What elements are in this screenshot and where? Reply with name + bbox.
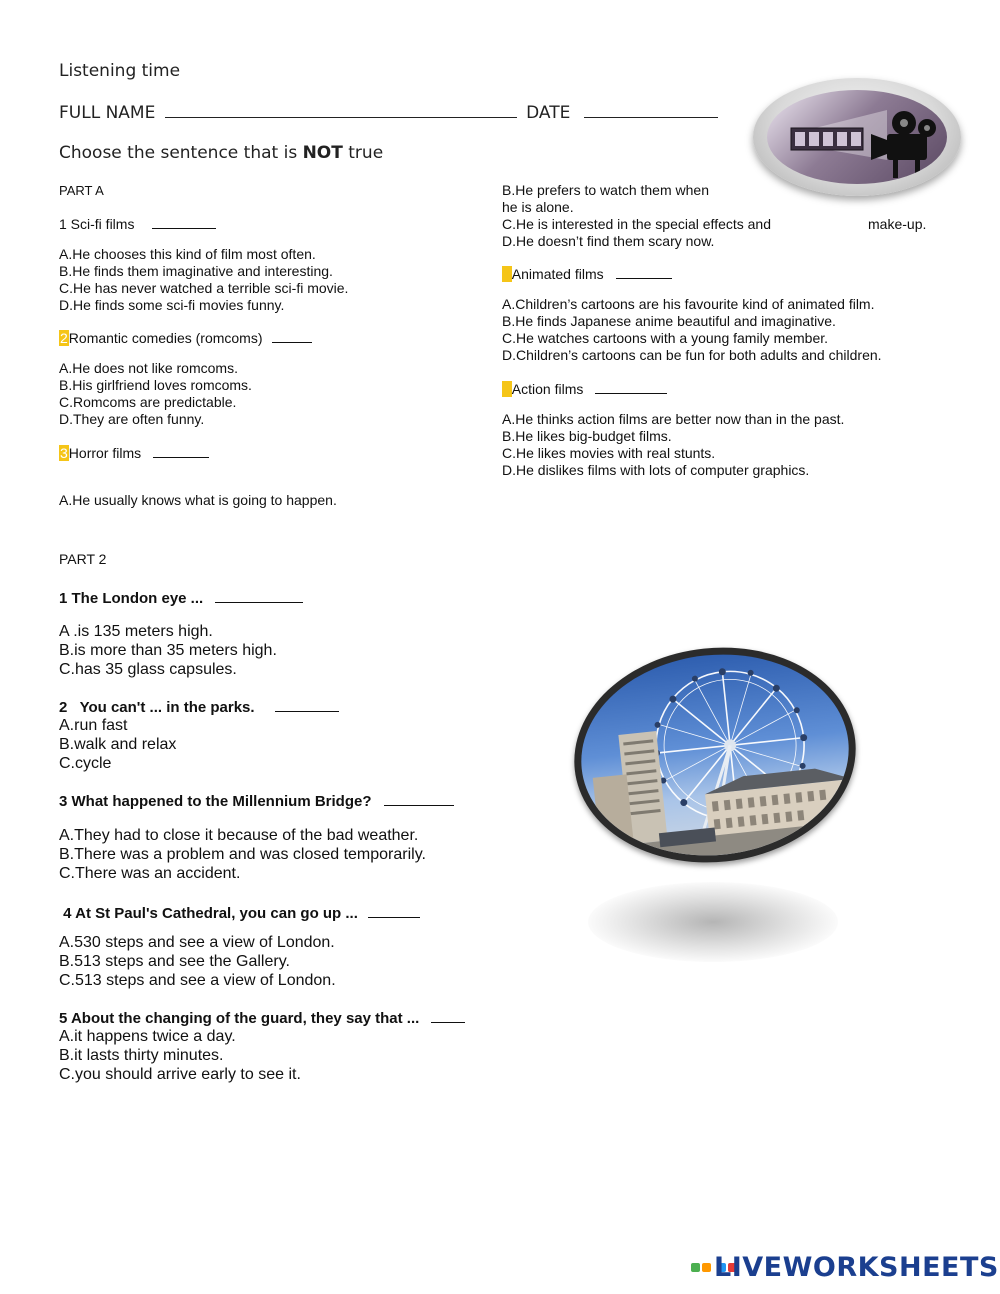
p2-q2-label: 2 You can't ... in the parks. bbox=[59, 699, 255, 716]
film-projector-svg bbox=[767, 90, 947, 184]
q5-option-d: D.He dislikes films with lots of computer graphics. bbox=[502, 462, 810, 478]
part-a-q2 bbox=[59, 330, 312, 347]
q2-option-d: D.They are often funny. bbox=[59, 411, 205, 427]
part-a-q5 bbox=[502, 381, 667, 398]
q3-option-c-tail: make-up. bbox=[868, 216, 927, 232]
part-a-q1-options bbox=[59, 246, 348, 314]
q4-option-c: C.He watches cartoons with a young family member. bbox=[502, 330, 829, 346]
q3-option-c-row bbox=[502, 216, 926, 233]
p2-q3-label: 3 What happened to the Millennium Bridge? bbox=[59, 793, 372, 810]
q1-option-b: B.He finds them imaginative and interesting. bbox=[59, 263, 333, 279]
logo-text: LIVEWORKSHEETS bbox=[714, 1252, 999, 1283]
q2-label: Romantic comedies (romcoms) bbox=[68, 330, 263, 346]
name-date-row bbox=[59, 102, 718, 123]
q3-option-d: D.He doesn’t find them scary now. bbox=[502, 233, 715, 249]
part-a-q4 bbox=[502, 266, 672, 283]
q4-answer-input[interactable] bbox=[616, 266, 672, 279]
p2-q2-answer-input[interactable] bbox=[275, 699, 339, 712]
photo-shadow bbox=[588, 882, 838, 962]
part-2-q3 bbox=[59, 792, 454, 811]
q3-option-a: A.He usually knows what is going to happen. bbox=[59, 492, 337, 508]
q2-answer-input[interactable] bbox=[272, 330, 312, 343]
date-input[interactable] bbox=[584, 102, 718, 118]
p2-q4-option-a: A.530 steps and see a view of London. bbox=[59, 934, 335, 951]
q4-number: 4 bbox=[503, 266, 511, 282]
full-name-label: FULL NAME bbox=[59, 103, 156, 123]
p2-q2-option-c: C.cycle bbox=[59, 755, 112, 772]
part-a-q4-options bbox=[502, 296, 882, 364]
part-2-q3-options bbox=[59, 826, 426, 883]
part-a-q1 bbox=[59, 216, 216, 233]
p2-q3-option-a: A.They had to close it because of the bad weather. bbox=[59, 827, 419, 844]
part-2-q4-options bbox=[59, 933, 336, 990]
q4-option-b: B.He finds Japanese anime beautiful and imaginative. bbox=[502, 313, 836, 329]
p2-q2-option-b: B.walk and relax bbox=[59, 736, 177, 753]
q5-option-a: A.He thinks action films are better now than in the past. bbox=[502, 411, 845, 427]
part-a-q3-options-cont bbox=[502, 182, 926, 250]
q2-option-a: A.He does not like romcoms. bbox=[59, 360, 238, 376]
part-2-q5-options bbox=[59, 1027, 301, 1084]
q1-option-d: D.He finds some sci-fi movies funny. bbox=[59, 297, 285, 313]
part-2-q4 bbox=[59, 904, 420, 923]
p2-q1-option-a: A .is 135 meters high. bbox=[59, 623, 213, 640]
p2-q4-option-b: B.513 steps and see the Gallery. bbox=[59, 953, 290, 970]
date-label: DATE bbox=[526, 103, 571, 123]
p2-q4-option-c: C.513 steps and see a view of London. bbox=[59, 972, 336, 989]
q4-option-a: A.Children’s cartoons are his favourite kind of animated film. bbox=[502, 296, 875, 312]
p2-q5-option-a: A.it happens twice a day. bbox=[59, 1028, 236, 1045]
part-2-q1-options bbox=[59, 622, 277, 679]
q2-option-c: C.Romcoms are predictable. bbox=[59, 394, 237, 410]
p2-q3-option-c: C.There was an accident. bbox=[59, 865, 241, 882]
q1-option-c: C.He has never watched a terrible sci-fi movie. bbox=[59, 280, 349, 296]
q1-label: 1 Sci-fi films bbox=[59, 216, 135, 232]
p2-q2-option-a: A.run fast bbox=[59, 717, 128, 734]
p2-q4-label: 4 At St Paul's Cathedral, you can go up ... bbox=[59, 905, 358, 922]
part-a-q2-options bbox=[59, 360, 252, 428]
liveworksheets-logo[interactable] bbox=[690, 1252, 999, 1283]
part-a-q3 bbox=[59, 445, 209, 462]
p2-q5-option-c: C.you should arrive early to see it. bbox=[59, 1066, 301, 1083]
q1-option-a: A.He chooses this kind of film most often. bbox=[59, 246, 316, 262]
q3-option-b-cont: he is alone. bbox=[502, 199, 574, 215]
p2-q1-option-c: C.has 35 glass capsules. bbox=[59, 661, 237, 678]
p2-q1-answer-input[interactable] bbox=[215, 590, 303, 603]
q4-label: Animated films bbox=[511, 266, 604, 282]
q5-option-c: C.He likes movies with real stunts. bbox=[502, 445, 716, 461]
instruction-suffix: true bbox=[342, 143, 384, 163]
logo-blocks-icon bbox=[690, 1262, 714, 1273]
part-a-q5-options bbox=[502, 411, 844, 479]
p2-q3-option-b: B.There was a problem and was closed temporarily. bbox=[59, 846, 426, 863]
q2-option-b: B.His girlfriend loves romcoms. bbox=[59, 377, 252, 393]
p2-q4-answer-input[interactable] bbox=[368, 905, 420, 918]
london-eye-svg bbox=[571, 642, 858, 869]
p2-q1-label: 1 The London eye ... bbox=[59, 590, 204, 607]
q3-option-b: B.He prefers to watch them when bbox=[502, 182, 709, 198]
part-2-q5 bbox=[59, 1009, 465, 1028]
p2-q3-answer-input[interactable] bbox=[384, 793, 454, 806]
q3-label: Horror films bbox=[68, 445, 142, 461]
q5-number: 5 bbox=[503, 381, 511, 397]
q2-number: 2 bbox=[60, 330, 68, 346]
part-2-heading: PART 2 bbox=[59, 551, 107, 567]
p2-q5-label: 5 About the changing of the guard, they say that ... bbox=[59, 1010, 420, 1027]
p2-q5-answer-input[interactable] bbox=[431, 1010, 465, 1023]
q5-option-b: B.He likes big-budget films. bbox=[502, 428, 672, 444]
instruction-not: NOT bbox=[302, 143, 343, 163]
p2-q1-option-b: B.is more than 35 meters high. bbox=[59, 642, 277, 659]
q3-answer-input[interactable] bbox=[153, 445, 209, 458]
part-2-q2 bbox=[59, 698, 339, 717]
p2-q5-option-b: B.it lasts thirty minutes. bbox=[59, 1047, 224, 1064]
q1-answer-input[interactable] bbox=[152, 216, 216, 229]
part-a-heading: PART A bbox=[59, 183, 104, 198]
instruction bbox=[59, 143, 383, 163]
part-2-q1 bbox=[59, 589, 303, 608]
q5-answer-input[interactable] bbox=[595, 381, 667, 394]
film-projector-icon bbox=[753, 78, 961, 196]
q3-option-c: C.He is interested in the special effects and bbox=[502, 216, 772, 232]
instruction-prefix: Choose the sentence that is bbox=[59, 143, 303, 163]
q3-number: 3 bbox=[60, 445, 68, 461]
part-2-q2-options bbox=[59, 716, 176, 773]
full-name-input[interactable] bbox=[165, 102, 517, 118]
q5-label: Action films bbox=[511, 381, 584, 397]
q4-option-d: D.Children’s cartoons can be fun for both adults and children. bbox=[502, 347, 882, 363]
worksheet-title: Listening time bbox=[59, 61, 181, 81]
london-eye-photo bbox=[564, 634, 867, 876]
